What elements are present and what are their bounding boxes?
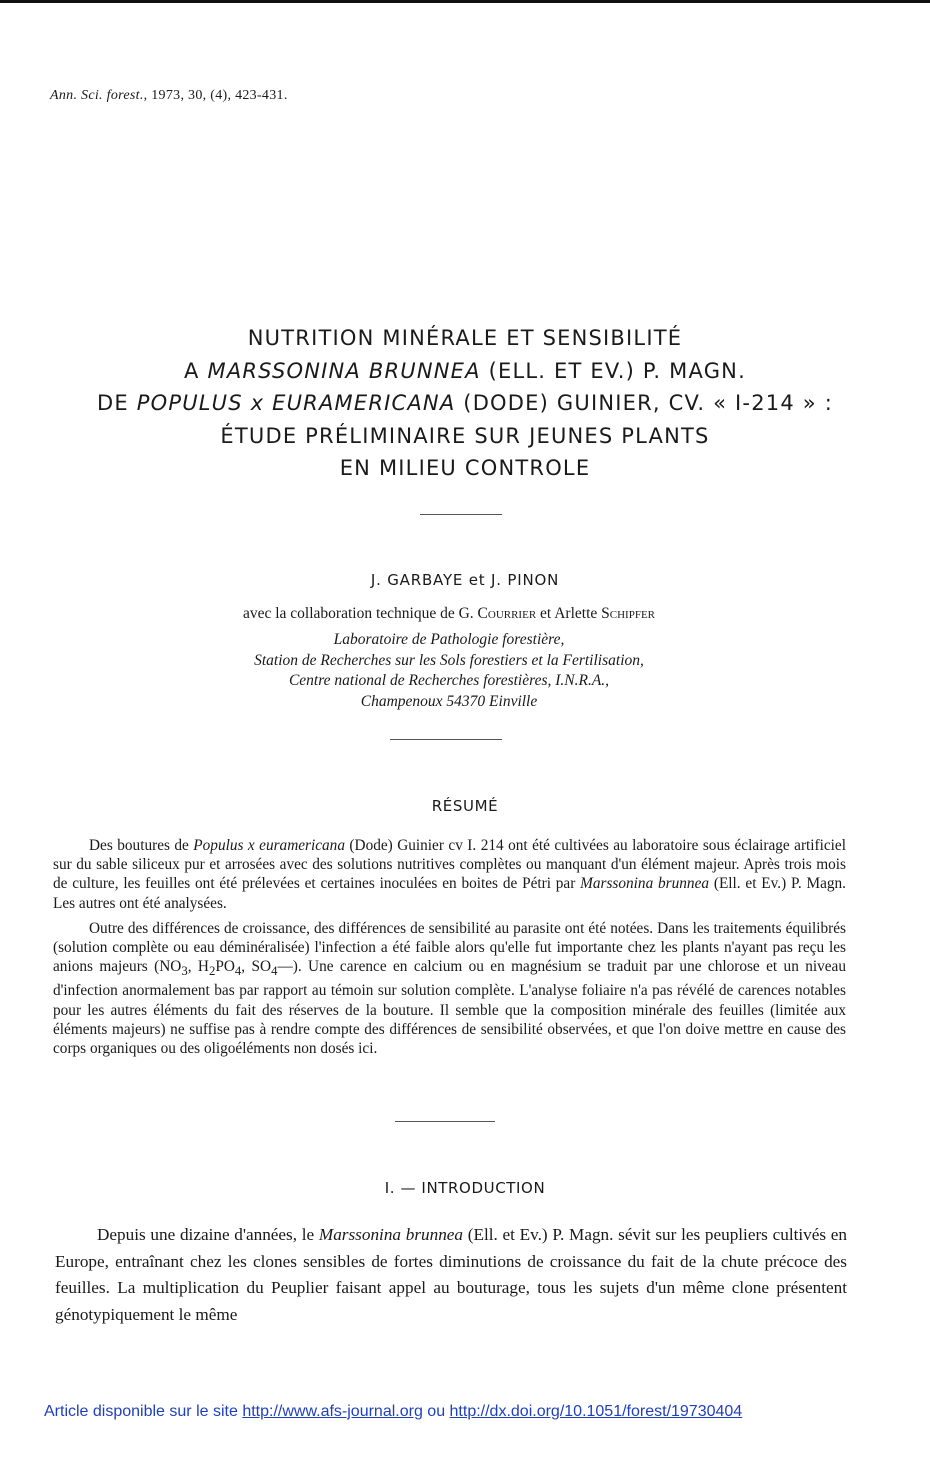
species-name: MARSSONINA BRUNNEA <box>207 358 481 383</box>
journal-name: Ann. Sci. forest. <box>50 88 144 103</box>
authors: J. GARBAYE et J. PINON <box>370 571 560 589</box>
title-line-2 <box>40 355 890 388</box>
collab-text: et Arlette <box>536 605 602 622</box>
text-run: (Dode) Guinier cv I. 214 ont été cultivées au laboratoire sous éclairage artificiel sur du sable siliceux pur et arrosées avec des solutions nutritives complètes ou manquant d'un élément majeur. Après trois mois de culture, les feuilles ont été prélevées et certaines inoculées en boites de Pétri par <box>53 837 846 893</box>
introduction-body <box>55 1222 847 1328</box>
resume-paragraph <box>53 919 846 1058</box>
affiliation-line: Centre national de Recherches forestières, I.N.R.A., <box>288 672 610 689</box>
subscript: 4 <box>271 964 278 979</box>
text-run: Des boutures de <box>89 837 194 854</box>
affiliation-line: Champenoux 54370 Einville <box>360 692 538 710</box>
citation-details: , 1973, 30, (4), 423-431. <box>143 88 288 103</box>
title-text: DE <box>97 391 137 415</box>
title-text: (DODE) GUINIER, CV. « I-214 » : <box>455 391 833 415</box>
subscript: 3 <box>181 964 188 979</box>
subscript: 2 <box>208 964 216 979</box>
subscript: 4 <box>234 964 242 979</box>
title-text: (ELL. ET EV.) P. MAGN. <box>480 358 746 383</box>
text-run: —). Une carence en calcium ou en magnésium se traduit par une chlorose et un niveau d'infection anormalement bas par rapport au témoin sur solution complète. L'analyse foliaire n'a pas révélé de carences notables pour les autres éléments du fait des réserves de la bouture. Il semble que la composition minérale des feuilles (limitée aux éléments majeurs) ne suffise pas à rendre compte des différences de sensibilité observées, et que l'on doive mettre en cause des corps organiques ou des oligoéléments non dosés ici. <box>53 958 846 1058</box>
species-name: POPULUS x EURAMERICANA <box>136 391 456 415</box>
doi-link[interactable]: http://dx.doi.org/10.1051/forest/19730404 <box>449 1403 743 1420</box>
species-name: Populus x euramericana <box>193 837 345 854</box>
resume-body <box>53 836 846 1064</box>
journal-site-link[interactable]: http://www.afs-journal.org <box>242 1403 423 1420</box>
title-text: A <box>184 358 208 383</box>
text-run: (Ell. et Ev.) P. Magn. sévit sur les peupliers cultivés en Europe, entraînant chez les clones sensibles de fortes diminutions de croissance du fait de la chute précoce des feuilles. La multiplication du Peuplier faisant appel au bouturage, tous les sujets d'un même clone présentent génotypiquement le même <box>55 1225 847 1324</box>
affiliation-line: Laboratoire de Pathologie forestière, <box>333 631 565 648</box>
text-run: PO <box>215 958 235 976</box>
title-line-5: EN MILIEU CONTROLE <box>339 456 591 480</box>
footer-text: ou <box>422 1403 450 1420</box>
resume-heading: RÉSUMÉ <box>431 797 499 815</box>
title-line-3 <box>40 387 890 420</box>
text-run: (Ell. et Ev.) P. Magn. Les autres ont été analysées. <box>53 875 846 912</box>
separator-rule <box>420 514 502 515</box>
journal-citation <box>50 88 288 104</box>
intro-paragraph <box>55 1222 847 1328</box>
separator-rule <box>395 1121 495 1122</box>
introduction-heading: I. — INTRODUCTION <box>384 1179 546 1197</box>
title-line-4: ÉTUDE PRÉLIMINAIRE SUR JEUNES PLANTS <box>220 423 710 448</box>
affiliation <box>0 630 898 712</box>
collab-text: avec la collaboration technique de G. <box>242 605 478 622</box>
top-border-line <box>0 0 930 3</box>
article-title <box>40 322 890 485</box>
affiliation-line: Station de Recherches sur les Sols forestiers et la Fertilisation, <box>254 651 644 669</box>
collaborator-name: Courrier <box>477 605 537 622</box>
collaboration-line <box>0 605 898 623</box>
footer-text: Article disponible sur le site <box>44 1403 243 1420</box>
text-run: , SO <box>241 958 272 976</box>
title-line-1: NUTRITION MINÉRALE ET SENSIBILITÉ <box>247 326 683 350</box>
resume-paragraph <box>53 836 846 913</box>
collaborator-name: Schipfer <box>601 605 656 622</box>
separator-rule <box>390 739 502 740</box>
text-run: Outre des différences de croissance, des différences de sensibilité au parasite ont été notées. Dans les traitements équilibrés (solution complète ou eau déminéralisée) l'infection a été faible alors qu'elle fut importante chez les plants n'ayant pas reçu les anions majeurs (NO <box>53 919 846 976</box>
text-run: Depuis une dizaine d'années, le <box>97 1225 319 1244</box>
availability-footer <box>44 1403 742 1421</box>
species-name: Marssonina brunnea <box>318 1225 464 1244</box>
text-run: , H <box>187 958 209 976</box>
species-name: Marssonina brunnea <box>580 875 710 893</box>
